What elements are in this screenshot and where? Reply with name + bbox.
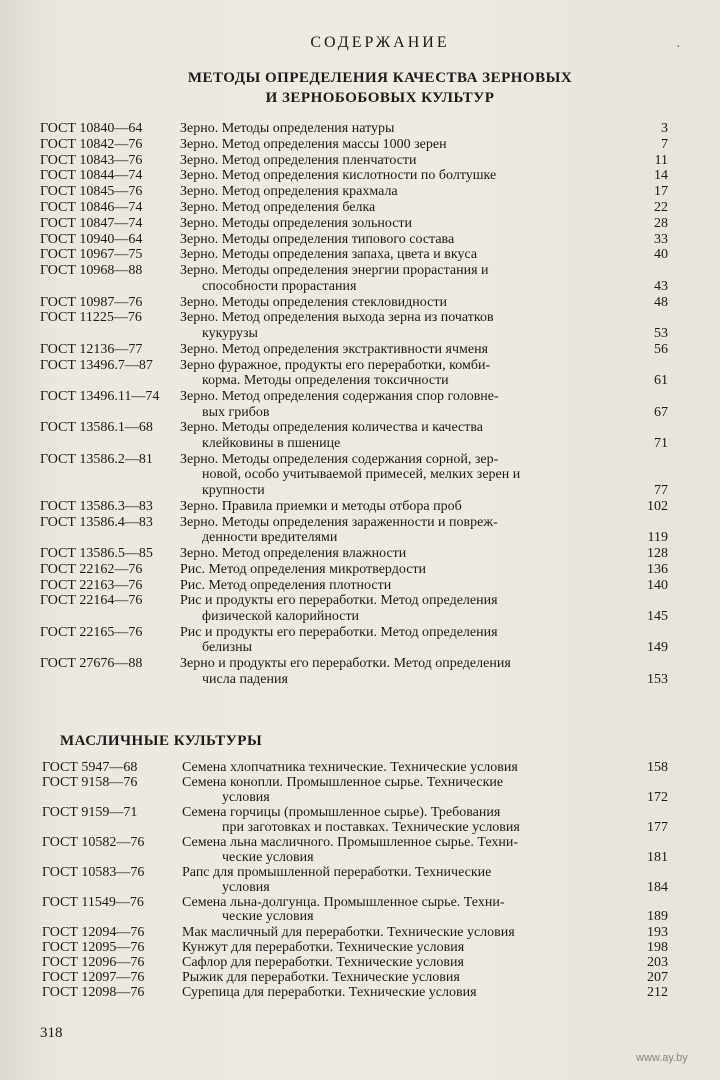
gost-code: ГОСТ 9158—76 (42, 775, 138, 791)
toc-entry (0, 955, 720, 970)
entry-title: Зерно. Правила приемки и методы отбора проб (180, 498, 462, 514)
toc-entry (0, 578, 720, 594)
gost-code: ГОСТ 12136—77 (40, 341, 143, 357)
toc-entry (0, 625, 720, 656)
section1-title-line2: И ЗЕРНОБОБОВЫХ КУЛЬТУР (265, 90, 495, 106)
gost-code: ГОСТ 13586.2—81 (40, 451, 153, 467)
entry-title: Сафлор для переработки. Технические условия (182, 954, 464, 970)
entry-title: Зерно. Метод определения влажности (180, 546, 407, 561)
toc-entry (0, 865, 720, 895)
entry-title: Зерно. Методы определения натуры (180, 121, 395, 136)
entry-title: Зерно. Методы определения стекловидности (180, 294, 447, 310)
gost-code: ГОСТ 12094—76 (42, 924, 145, 940)
contents-heading: СОДЕРЖАНИЕ (310, 34, 450, 51)
toc-entry (0, 153, 720, 169)
entry-title: Зерно и продукты его переработки. Метод определения (180, 656, 511, 672)
page-ref: 17 (654, 184, 668, 200)
toc-entry (0, 342, 720, 358)
entry-title: Рыжик для переработки. Технические условия (182, 969, 460, 985)
page-ref: 177 (647, 819, 668, 835)
page-ref: 149 (647, 640, 668, 656)
entry-title-continued: условия (222, 789, 270, 805)
toc-entry (0, 760, 720, 775)
gost-code: ГОСТ 10842—76 (40, 136, 143, 152)
page-ref: 61 (654, 373, 668, 389)
toc-entry (0, 184, 720, 200)
entry-title: Зерно. Метод определения кислотности по болтушке (180, 168, 497, 184)
page-ref: 184 (647, 879, 668, 895)
gost-code: ГОСТ 10582—76 (42, 834, 145, 850)
entry-title: Зерно. Методы определения типового состава (180, 231, 455, 247)
gost-code: ГОСТ 12097—76 (42, 969, 145, 985)
page-ref: 40 (654, 247, 668, 263)
entry-title: Сурепица для переработки. Технические условия (182, 985, 477, 1000)
toc-entry (0, 925, 720, 940)
gost-code: ГОСТ 11225—76 (40, 310, 142, 326)
entry-title: Зерно. Методы определения запаха, цвета и вкуса (180, 247, 478, 263)
entry-title: Рис. Метод определения плотности (180, 577, 392, 593)
entry-title: Зерно. Метод определения крахмала (180, 184, 398, 200)
entry-title: Рапс для промышленной переработки. Технические (182, 864, 492, 880)
page-ref: 212 (647, 985, 668, 1000)
page-ref: 172 (647, 789, 668, 805)
entry-title: Зерно. Метод определения экстрактивности ячменя (180, 341, 488, 357)
entry-title: Семена льна-долгунца. Промышленное сырье. Техни- (182, 894, 505, 910)
entry-title: Зерно. Методы определения зольности (180, 215, 413, 231)
gost-code: ГОСТ 22163—76 (40, 577, 143, 593)
entry-title-continued: физической калорийности (202, 608, 360, 624)
toc-entry (0, 295, 720, 311)
gost-code: ГОСТ 13586.5—85 (40, 546, 153, 561)
toc-entry (0, 775, 720, 805)
page-ref: 203 (647, 954, 668, 970)
entry-title: Рис и продукты его переработки. Метод определения (180, 593, 498, 609)
page-ref: 136 (647, 561, 668, 577)
page-number: 318 (40, 1025, 63, 1041)
gost-code: ГОСТ 22165—76 (40, 624, 143, 640)
toc-entry (0, 593, 720, 624)
entry-title-continued: кукурузы (202, 325, 258, 341)
section1-title-line1: МЕТОДЫ ОПРЕДЕЛЕНИЯ КАЧЕСТВА ЗЕРНОВЫХ (187, 70, 573, 86)
entry-title-continued: условия (222, 879, 270, 895)
page-ref: 207 (647, 969, 668, 985)
entry-title: Зерно. Метод определения пленчатости (180, 152, 417, 168)
entry-title: Семена горчицы (промышленное сырье). Требования (182, 805, 501, 820)
margin-mark: · (676, 40, 681, 55)
page-ref: 11 (654, 152, 668, 168)
entry-title: Рис. Метод определения микротвердости (180, 561, 427, 577)
gost-code: ГОСТ 13586.4—83 (40, 514, 153, 530)
toc-entry (0, 656, 720, 687)
gost-code: ГОСТ 10583—76 (42, 864, 145, 880)
gost-code: ГОСТ 12095—76 (42, 939, 145, 955)
page-ref: 158 (647, 760, 668, 775)
entry-title-continued: числа падения (202, 671, 288, 687)
gost-code: ГОСТ 12096—76 (42, 954, 145, 970)
page-ref: 14 (654, 168, 668, 184)
page-ref: 198 (647, 939, 668, 955)
toc-entry (0, 985, 720, 1000)
entry-title-continued: при заготовках и поставках. Технические условия (222, 819, 520, 835)
page-ref: 189 (647, 909, 668, 925)
toc-entry (0, 121, 720, 137)
entry-title: Зерно. Метод определения массы 1000 зерен (180, 136, 447, 152)
entry-title-continued: ческие условия (222, 849, 314, 865)
page-ref: 181 (647, 849, 668, 865)
entry-title: Зерно фуражное, продукты его переработки, комби- (180, 357, 491, 373)
entry-title-continued: корма. Методы определения токсичности (202, 373, 449, 389)
entry-title: Семена льна масличного. Промышленное сырье. Техни- (182, 834, 519, 850)
toc-entry (0, 970, 720, 985)
gost-code: ГОСТ 12098—76 (42, 985, 145, 1000)
page-ref: 28 (654, 215, 668, 231)
gost-code: ГОСТ 13496.7—87 (40, 357, 153, 373)
gost-code: ГОСТ 27676—88 (40, 656, 143, 672)
toc-entry (0, 232, 720, 248)
page-ref: 193 (647, 924, 668, 940)
toc-entry (0, 216, 720, 232)
entry-title-continued: ческие условия (222, 909, 314, 925)
gost-code: ГОСТ 13586.1—68 (40, 420, 153, 436)
entry-title: Рис и продукты его переработки. Метод определения (180, 624, 498, 640)
entry-title: Зерно. Методы определения энергии прорастания и (180, 263, 489, 279)
toc-entry (0, 200, 720, 216)
toc-entry (0, 137, 720, 153)
page-ref: 53 (654, 325, 668, 341)
entry-title: Зерно. Методы определения зараженности и повреж- (180, 514, 498, 530)
gost-code: ГОСТ 13586.3—83 (40, 498, 153, 514)
toc-entry (0, 452, 720, 499)
toc-entry (0, 895, 720, 925)
gost-code: ГОСТ 10847—74 (40, 215, 143, 231)
page-ref: 153 (647, 671, 668, 687)
watermark: www.ay.by (636, 1052, 688, 1064)
page-ref: 48 (654, 294, 668, 310)
gost-code: ГОСТ 10968—88 (40, 263, 143, 279)
page-ref: 119 (647, 530, 668, 546)
page-ref: 140 (647, 577, 668, 593)
gost-code: ГОСТ 10987—76 (40, 294, 143, 310)
entry-title-continued: денности вредителями (202, 530, 338, 546)
entry-title: Семена хлопчатника технические. Технические условия (182, 760, 518, 775)
toc-entry (0, 310, 720, 341)
gost-code: ГОСТ 10967—75 (40, 247, 143, 263)
entry-title: Кунжут для переработки. Технические условия (182, 939, 465, 955)
entry-title-continued: крупности (202, 482, 265, 498)
page-ref: 33 (654, 231, 668, 247)
gost-code: ГОСТ 22162—76 (40, 561, 143, 577)
toc-entry (0, 263, 720, 294)
gost-code: ГОСТ 10843—76 (40, 152, 143, 168)
entry-title: Зерно. Метод определения содержания спор головне- (180, 389, 499, 404)
toc-entry (0, 420, 720, 451)
gost-code: ГОСТ 10940—64 (40, 231, 143, 247)
toc-entry (0, 546, 720, 562)
page-ref: 67 (654, 404, 668, 420)
toc-entry (0, 247, 720, 263)
page-ref: 7 (661, 136, 668, 152)
page-ref: 56 (654, 341, 668, 357)
toc-entry (0, 562, 720, 578)
page-ref: 102 (647, 498, 668, 514)
page-ref: 71 (654, 435, 668, 451)
entry-title: Зерно. Метод определения выхода зерна из початков (180, 310, 494, 326)
page-ref: 22 (654, 200, 668, 215)
gost-code: ГОСТ 10846—74 (40, 200, 143, 215)
entry-title: Зерно. Методы определения содержания сорной, зер- (180, 451, 499, 467)
toc-entry (0, 805, 720, 835)
page-ref: 128 (647, 546, 668, 561)
gost-code: ГОСТ 9159—71 (42, 805, 138, 820)
gost-code: ГОСТ 13496.11—74 (40, 389, 160, 404)
entry-title-continued: белизны (202, 640, 253, 656)
toc-entry (0, 358, 720, 389)
entry-title: Зерно. Методы определения количества и качества (180, 420, 484, 436)
page-ref: 3 (661, 121, 668, 136)
gost-code: ГОСТ 11549—76 (42, 894, 144, 910)
toc-entry (0, 940, 720, 955)
entry-title: Мак масличный для переработки. Технические условия (182, 924, 515, 940)
toc-entry (0, 835, 720, 865)
gost-code: ГОСТ 22164—76 (40, 593, 143, 609)
toc-entry (0, 168, 720, 184)
gost-code: ГОСТ 5947—68 (42, 760, 138, 775)
entry-title: Зерно. Метод определения белка (180, 200, 376, 215)
toc-entry (0, 515, 720, 546)
toc-entry (0, 389, 720, 420)
toc-entry (0, 499, 720, 515)
entry-title-continued: вых грибов (202, 404, 270, 420)
gost-code: ГОСТ 10845—76 (40, 184, 143, 200)
section2-title: МАСЛИЧНЫЕ КУЛЬТУРЫ (60, 733, 263, 749)
entry-title-continued: новой, особо учитываемой примесей, мелких зерен и (202, 467, 521, 483)
gost-code: ГОСТ 10840—64 (40, 121, 143, 136)
page-ref: 43 (654, 278, 668, 294)
entry-title-continued: клейковины в пшенице (202, 435, 341, 451)
entry-title-continued: способности прорастания (202, 278, 357, 294)
page-ref: 145 (647, 608, 668, 624)
page-ref: 77 (654, 482, 668, 498)
gost-code: ГОСТ 10844—74 (40, 168, 143, 184)
entry-title: Семена конопли. Промышленное сырье. Технические (182, 775, 504, 791)
